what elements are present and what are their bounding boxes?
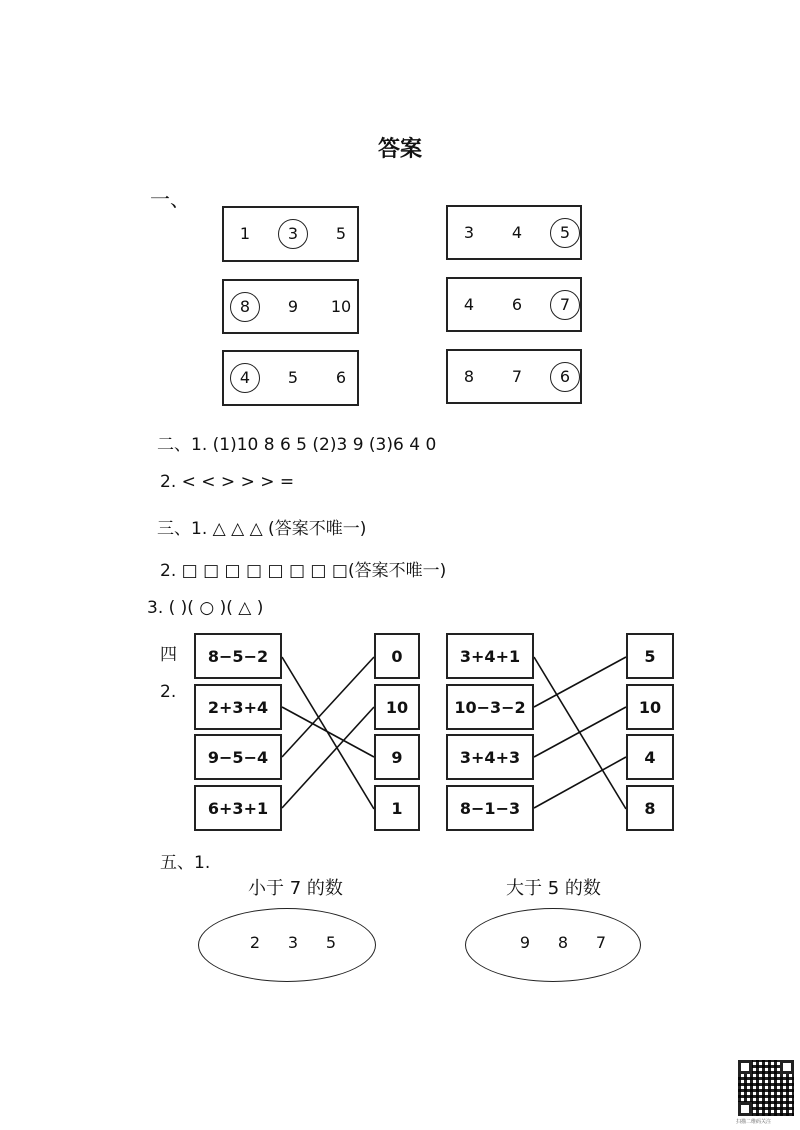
- number: 8: [463, 366, 475, 386]
- section-3-line-2: 2. □ □ □ □ □ □ □ □(答案不唯一): [160, 561, 447, 581]
- number: 5: [335, 224, 347, 243]
- expression-box: 2+3+4: [194, 684, 282, 730]
- qr-finder: [738, 1060, 752, 1074]
- match-line: [282, 657, 374, 757]
- match-line: [534, 657, 626, 809]
- answer-box: 4: [626, 734, 674, 780]
- number: 10: [330, 296, 352, 316]
- match-line: [282, 657, 374, 809]
- expression-box: 6+3+1: [194, 785, 282, 831]
- section-4-label: 四: [160, 645, 177, 665]
- ellipse-number: 8: [557, 933, 569, 952]
- ellipse-number: 7: [595, 933, 607, 952]
- number: 6: [511, 294, 523, 314]
- qr-code: [738, 1060, 794, 1116]
- section-1-label: 一、: [150, 187, 190, 211]
- number: 7: [511, 366, 523, 386]
- expression-box: 9−5−4: [194, 734, 282, 780]
- number: 6: [559, 366, 571, 386]
- ellipse-number: 9: [519, 933, 531, 952]
- match-line: [534, 657, 626, 707]
- expression-box: 8−5−2: [194, 633, 282, 679]
- expression-box: 3+4+1: [446, 633, 534, 679]
- number: 4: [511, 222, 523, 242]
- number: 4: [463, 294, 475, 314]
- number: 5: [559, 222, 571, 242]
- answer-box: 5: [626, 633, 674, 679]
- number: 7: [559, 294, 571, 314]
- match-line: [282, 707, 374, 808]
- expression-box: 8−1−3: [446, 785, 534, 831]
- section-2-line-1: 二、1. (1)10 8 6 5 (2)3 9 (3)6 4 0: [157, 435, 437, 455]
- number: 8: [239, 296, 251, 316]
- answer-box: 1: [374, 785, 420, 831]
- ellipse-number: 3: [287, 933, 299, 952]
- match-line: [534, 707, 626, 757]
- number: 5: [287, 368, 299, 387]
- section-2-line-2: 2. < < > > > =: [160, 472, 295, 492]
- number: 3: [287, 224, 299, 243]
- number: 6: [335, 368, 347, 387]
- expression-box: 10−3−2: [446, 684, 534, 730]
- answer-box: 0: [374, 633, 420, 679]
- qr-finder: [738, 1102, 752, 1116]
- section-3-line-3: 3. ( )( ○ )( △ ): [147, 598, 264, 618]
- ellipse-number: 5: [325, 933, 337, 952]
- section-4-sub-label: 2.: [160, 682, 177, 702]
- number: 1: [239, 224, 251, 243]
- answer-box: 8: [626, 785, 674, 831]
- qr-caption: 扫描二维码关注: [736, 1119, 772, 1125]
- expression-box: 3+4+3: [446, 734, 534, 780]
- section-5-label: 五、1.: [160, 853, 211, 873]
- answer-box: 10: [626, 684, 674, 730]
- qr-finder: [780, 1060, 794, 1074]
- ellipse-number: 2: [249, 933, 261, 952]
- greater-than-5-title: 大于 5 的数: [506, 878, 601, 899]
- answer-box: 9: [374, 734, 420, 780]
- match-line: [534, 757, 626, 808]
- section-3-line-1: 三、1. △ △ △ (答案不唯一): [157, 519, 367, 539]
- match-line: [282, 707, 374, 757]
- number: 9: [287, 296, 299, 316]
- number: 3: [463, 222, 475, 242]
- less-than-7-title: 小于 7 的数: [248, 878, 343, 899]
- number: 4: [239, 368, 251, 387]
- answer-box: 10: [374, 684, 420, 730]
- page-title: 答案: [377, 137, 422, 162]
